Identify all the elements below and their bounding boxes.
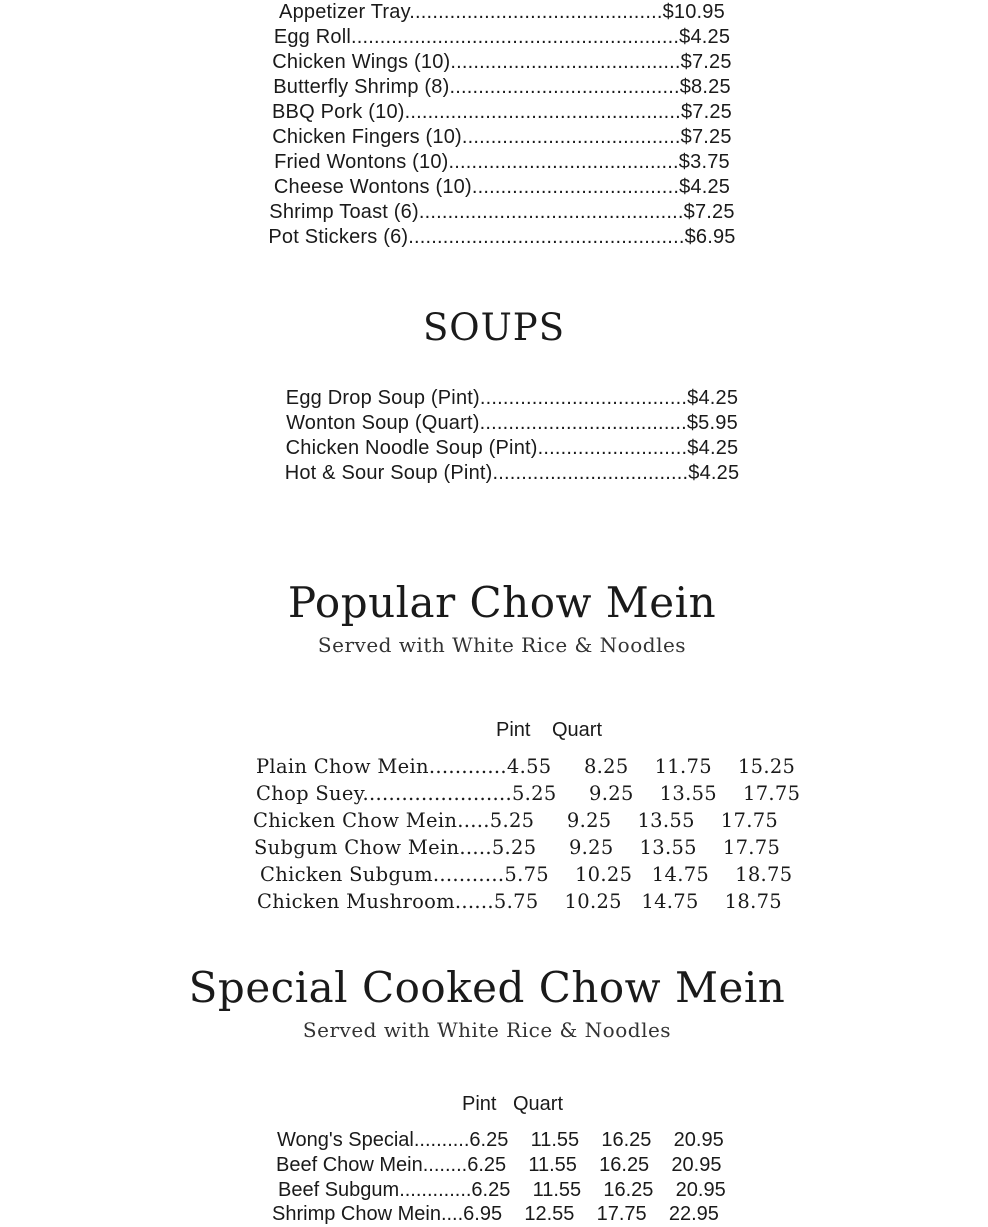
popular-chow-mein-heading: Popular Chow Mein xyxy=(287,578,717,627)
menu-item-plain-chow-mein: Plain Chow Mein............4.55 8.25 11.75 15.25 xyxy=(256,755,796,778)
menu-item-hot-sour-soup: Hot & Sour Soup (Pint)..................................$4.25 xyxy=(284,462,740,484)
menu-item-pot-stickers: Pot Stickers (6)................................................$6.95 xyxy=(268,226,736,248)
special-col-quart: Quart xyxy=(513,1093,564,1115)
menu-item-chicken-noodle-soup: Chicken Noodle Soup (Pint)..........................$4.25 xyxy=(285,437,739,459)
menu-item-subgum-chow-mein: Subgum Chow Mein.....5.25 9.25 13.55 17.75 xyxy=(254,836,781,859)
menu-item-chop-suey: Chop Suey.......................5.25 9.25 13.55 17.75 xyxy=(256,782,801,805)
soups-heading: SOUPS xyxy=(422,306,566,349)
menu-item-egg-drop-soup: Egg Drop Soup (Pint)....................................$4.25 xyxy=(285,387,739,409)
special-col-pint: Pint xyxy=(462,1093,497,1115)
menu-item-chicken-chow-mein: Chicken Chow Mein.....5.25 9.25 13.55 17.75 xyxy=(253,809,779,832)
menu-item-shrimp-toast: Shrimp Toast (6)..............................................$7.25 xyxy=(269,201,735,223)
menu-item-chicken-fingers: Chicken Fingers (10)......................................$7.25 xyxy=(272,126,732,148)
menu-item-beef-subgum: Beef Subgum.............6.25 11.55 16.25 20.95 xyxy=(278,1179,726,1201)
special-chow-mein-heading: Special Cooked Chow Mein xyxy=(188,963,786,1012)
menu-item-chicken-mushroom: Chicken Mushroom......5.75 10.25 14.75 18.75 xyxy=(257,890,782,913)
popular-chow-mein-subtitle: Served with White Rice & Noodles xyxy=(317,633,687,657)
menu-item-chicken-wings: Chicken Wings (10)........................................$7.25 xyxy=(272,51,732,73)
menu-item-wongs-special: Wong's Special..........6.25 11.55 16.25 20.95 xyxy=(277,1129,724,1151)
menu-item-cheese-wontons: Cheese Wontons (10)....................................$4.25 xyxy=(273,176,731,198)
menu-item-chicken-subgum: Chicken Subgum...........5.75 10.25 14.75 18.75 xyxy=(260,863,793,886)
menu-item-butterfly-shrimp: Butterfly Shrimp (8)........................................$8.25 xyxy=(273,76,731,98)
menu-item-wonton-soup: Wonton Soup (Quart)....................................$5.95 xyxy=(286,412,738,434)
special-chow-mein-subtitle: Served with White Rice & Noodles xyxy=(302,1018,672,1042)
menu-item-appetizer-tray: Appetizer Tray............................................$10.95 xyxy=(279,1,725,23)
menu-item-shrimp-chow-mein: Shrimp Chow Mein....6.95 12.55 17.75 22.95 xyxy=(272,1203,719,1225)
popular-col-pint: Pint xyxy=(496,719,531,741)
menu-item-egg-roll: Egg Roll.........................................................$4.25 xyxy=(273,26,731,48)
menu-item-fried-wontons: Fried Wontons (10)........................................$3.75 xyxy=(274,151,730,173)
popular-col-quart: Quart xyxy=(552,719,603,741)
menu-item-beef-chow-mein: Beef Chow Mein........6.25 11.55 16.25 20.95 xyxy=(276,1154,722,1176)
menu-item-bbq-pork: BBQ Pork (10)................................................$7.25 xyxy=(271,101,732,123)
